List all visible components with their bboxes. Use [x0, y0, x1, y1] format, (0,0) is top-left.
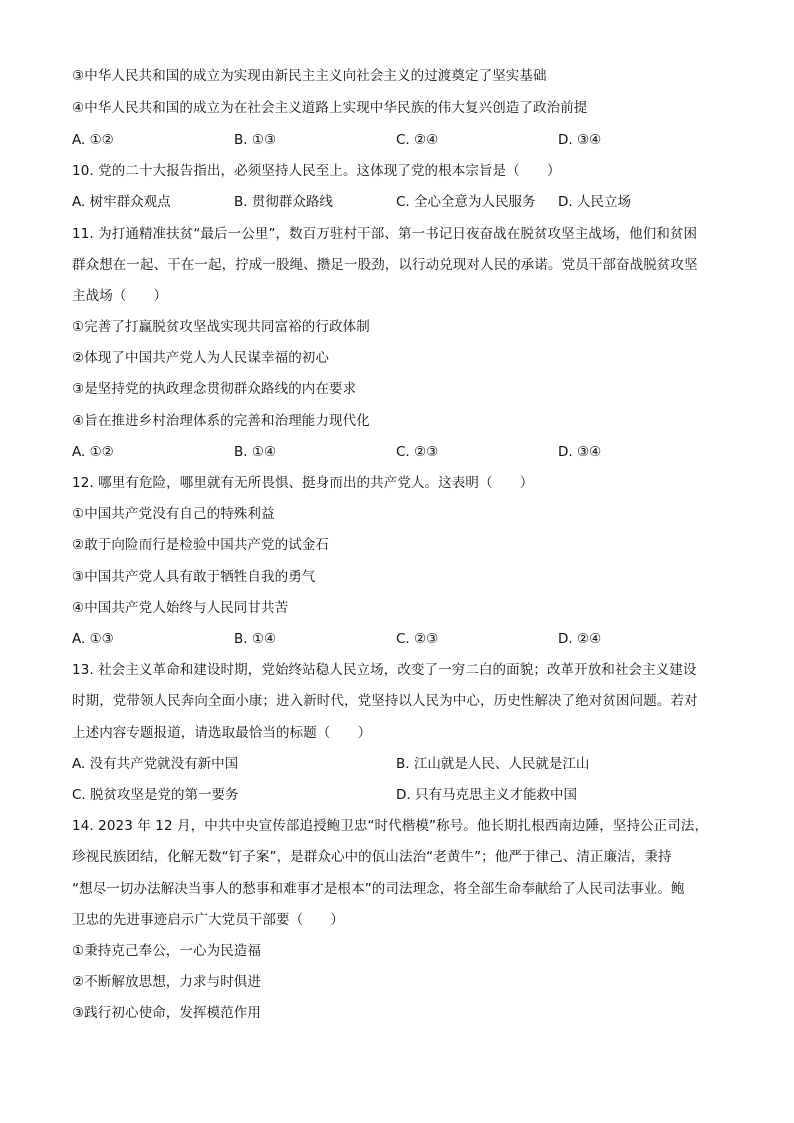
q11-stem-line-2: 群众想在一起、干在一起，拧成一股绳、攒足一股劲，以行动兑现对人民的承诺。党员干部奋战脱贫攻坚	[72, 257, 698, 273]
q12-statement-1: ①中国共产党没有自己的特殊利益	[72, 506, 275, 522]
q11-option-c: C. ②③	[396, 444, 439, 460]
q11-statement-4: ④旨在推进乡村治理体系的完善和治理能力现代化	[72, 413, 370, 429]
q13-stem-line-2: 时期，党带领人民奔向全面小康；进入新时代，党坚持以人民为中心，历史性解决了绝对贫困问题。若对	[72, 693, 698, 709]
q14-statement-1: ①秉持克己奉公，一心为民造福	[72, 943, 262, 959]
q14-stem-line-1: 14. 2023 年 12 月，中共中央宣传部追授鲍卫忠“时代楷模”称号。他长期扎根西南边陲，坚持公正司法，	[72, 818, 709, 834]
q9-option-b: B. ①③	[234, 132, 277, 148]
q12-option-c: C. ②③	[396, 631, 439, 647]
q9-option-a: A. ①②	[72, 132, 114, 148]
q10-option-c: C. 全心全意为人民服务	[396, 194, 536, 210]
q11-option-b: B. ①④	[234, 444, 277, 460]
q14-stem-line-2: 珍视民族团结，化解无数“钉子案”，是群众心中的佤山法治“老黄牛”；他严于律己、清正廉洁，秉持	[72, 849, 672, 865]
q12-stem: 12. 哪里有危险，哪里就有无所畏惧、挺身而出的共产党人。这表明（ ）	[72, 475, 534, 491]
q9-option-d: D. ③④	[558, 132, 602, 148]
q14-stem-line-4: 卫忠的先进事迹启示广大党员干部要（ ）	[72, 912, 344, 928]
q10-option-a: A. 树牢群众观点	[72, 194, 171, 210]
q9-statement-4: ④中华人民共和国的成立为在社会主义道路上实现中华民族的伟大复兴创造了政治前提	[72, 100, 588, 116]
q9-statement-3: ③中华人民共和国的成立为实现由新民主主义向社会主义的过渡奠定了坚实基础	[72, 68, 547, 84]
q11-statement-1: ①完善了打赢脱贫攻坚战实现共同富裕的行政体制	[72, 319, 370, 335]
q11-stem-line-1: 11. 为打通精准扶贫“最后一公里”，数百万驻村干部、第一书记日夜奋战在脱贫攻坚主战场，他们和贫困	[72, 226, 698, 242]
q11-statement-2: ②体现了中国共产党人为人民谋幸福的初心	[72, 350, 330, 366]
q12-statement-4: ④中国共产党人始终与人民同甘共苦	[72, 600, 289, 616]
q9-option-c: C. ②④	[396, 132, 439, 148]
q14-statement-3: ③践行初心使命，发挥模范作用	[72, 1005, 262, 1021]
q11-option-d: D. ③④	[558, 444, 602, 460]
q12-option-d: D. ②④	[558, 631, 602, 647]
q13-stem-line-3: 上述内容专题报道，请选取最恰当的标题（ ）	[72, 725, 372, 741]
q10-stem: 10. 党的二十大报告指出，必须坚持人民至上。这体现了党的根本宗旨是（ ）	[72, 163, 561, 179]
q13-option-c: C. 脱贫攻坚是党的第一要务	[72, 787, 239, 803]
q13-option-b: B. 江山就是人民、人民就是江山	[396, 756, 590, 772]
q12-option-a: A. ①③	[72, 631, 114, 647]
q11-option-a: A. ①②	[72, 444, 114, 460]
q10-option-d: D. 人民立场	[558, 194, 631, 210]
q11-stem-line-3: 主战场（ ）	[72, 288, 168, 304]
q13-stem-line-1: 13. 社会主义革命和建设时期，党始终站稳人民立场，改变了一穷二白的面貌；改革开放和社会主义建设	[72, 662, 697, 678]
q14-statement-2: ②不断解放思想，力求与时俱进	[72, 974, 262, 990]
q13-option-a: A. 没有共产党就没有新中国	[72, 756, 239, 772]
q12-statement-3: ③中国共产党人具有敢于牺牲自我的勇气	[72, 569, 316, 585]
q11-statement-3: ③是坚持党的执政理念贯彻群众路线的内在要求	[72, 381, 357, 397]
q12-option-b: B. ①④	[234, 631, 277, 647]
q12-statement-2: ②敢于向险而行是检验中国共产党的试金石	[72, 537, 330, 553]
q10-option-b: B. 贯彻群众路线	[234, 194, 333, 210]
q13-option-d: D. 只有马克思主义才能救中国	[396, 787, 577, 803]
q14-stem-line-3: “想尽一切办法解决当事人的愁事和难事才是根本”的司法理念，将全部生命奉献给了人民司法事业。鲍	[72, 881, 685, 897]
